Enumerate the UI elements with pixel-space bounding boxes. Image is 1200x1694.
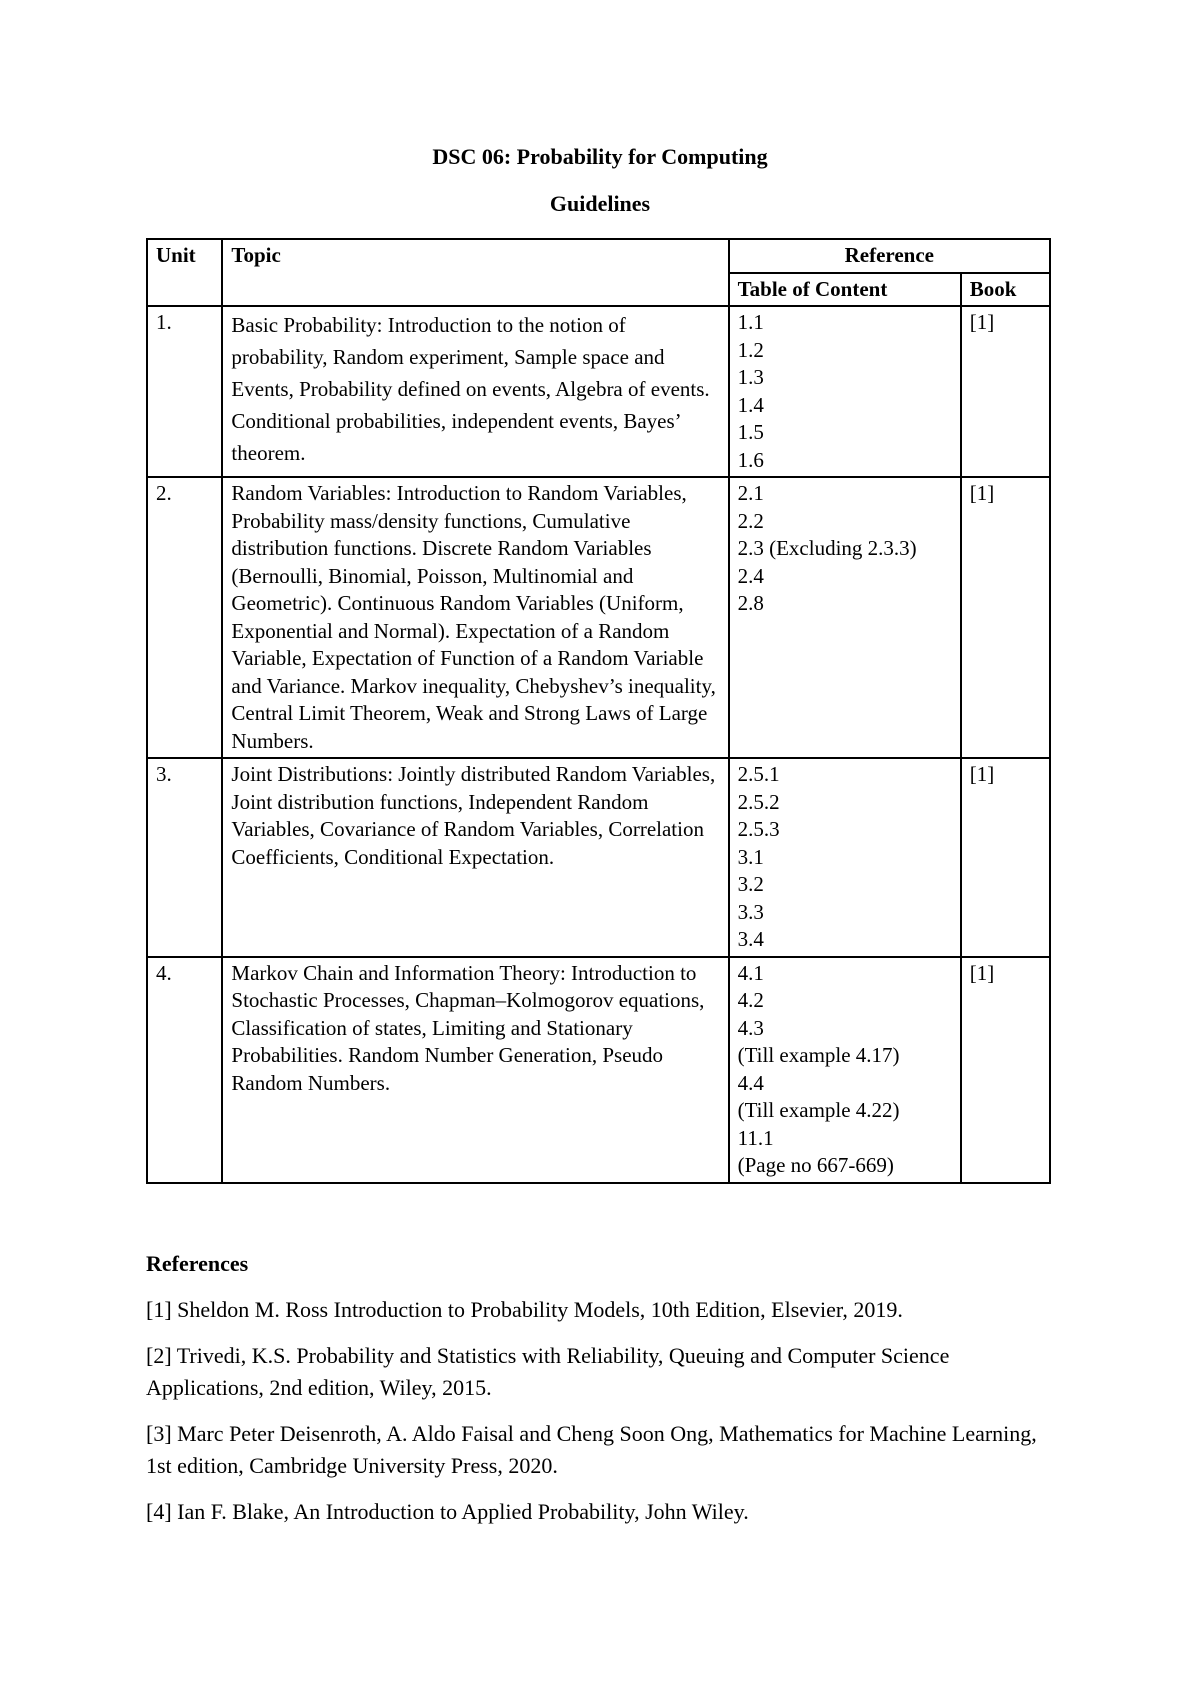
- toc-cell: [729, 306, 961, 477]
- toc-entry: 1.2: [737, 337, 764, 362]
- toc-entry: 3.3: [737, 899, 764, 924]
- reference-item: [4] Ian F. Blake, An Introduction to Applied Probability, John Wiley.: [146, 1499, 749, 1524]
- header-unit: Unit: [147, 239, 222, 306]
- toc-entry: 11.1: [737, 1125, 774, 1150]
- page-subtitle: Guidelines: [549, 191, 651, 216]
- toc-entry: 2.5.2: [737, 789, 780, 814]
- unit-cell: 3.: [147, 758, 222, 957]
- table-row: [147, 758, 1050, 957]
- toc-entry: (Till example 4.17): [737, 1043, 900, 1067]
- book-cell: [1]: [961, 477, 1050, 758]
- table-row: [147, 306, 1050, 477]
- toc-entry: 3.1: [737, 844, 764, 869]
- reference-item: [2] Trivedi, K.S. Probability and Statistics with Reliability, Queuing and Computer Science Applications, 2nd edition, Wiley, 2015.: [146, 1343, 950, 1400]
- book-cell: [1]: [961, 758, 1050, 957]
- toc-entry: 4.2: [737, 988, 764, 1012]
- toc-entry: 1.3: [737, 365, 764, 389]
- table-row: [147, 477, 1050, 758]
- toc-cell: [729, 758, 961, 957]
- topic-cell: Joint Distributions: Jointly distributed Random Variables, Joint distribution functions, Independent Random Variables, Covariance of Random Variables, Correlation Coefficients, Conditional Expectation.: [222, 758, 728, 957]
- header-topic: Topic: [222, 239, 728, 306]
- toc-entry: 2.8: [737, 591, 764, 615]
- toc-entry: 3.2: [737, 872, 764, 896]
- header-reference: Reference: [729, 239, 1050, 273]
- toc-entry: 2.1: [737, 481, 764, 505]
- book-cell: [1]: [961, 957, 1050, 1183]
- reference-item: [3] Marc Peter Deisenroth, A. Aldo Faisal and Cheng Soon Ong, Mathematics for Machine Learning, 1st edition, Cambridge University Press, 2020.: [146, 1421, 1037, 1478]
- topic-cell: Basic Probability: Introduction to the notion of probability, Random experiment, Sample space and Events, Probability defined on events, Algebra of events. Conditional probabilities, independent events, Bayes’ theorem.: [222, 306, 728, 477]
- toc-entry: 1.6: [737, 447, 764, 472]
- page-title: DSC 06: Probability for Computing: [432, 144, 768, 169]
- toc-entry: 2.5.3: [737, 817, 780, 841]
- topic-cell: Random Variables: Introduction to Random Variables, Probability mass/density functions, Cumulative distribution functions. Discrete Random Variables (Bernoulli, Binomial, Poisson, Multinomial and Geometric). Continuous Random Variables (Uniform, Exponential and Normal). Expectation of a Random Variable, Expectation of Function of a Random Variable and Variance. Markov inequality, Chebyshev’s inequality, Central Limit Theorem, Weak and Strong Laws of Large Numbers.: [222, 477, 728, 758]
- table-row: [147, 957, 1050, 1183]
- unit-cell: 2.: [147, 477, 222, 758]
- reference-item: [1] Sheldon M. Ross Introduction to Probability Models, 10th Edition, Elsevier, 2019.: [146, 1297, 903, 1322]
- toc-entry: 4.4: [737, 1070, 764, 1095]
- book-cell: [1]: [961, 306, 1050, 477]
- toc-entry: 1.5: [737, 420, 764, 444]
- toc-entry: 2.5.1: [737, 762, 780, 786]
- references-heading: References: [146, 1251, 249, 1276]
- toc-entry: 2.3 (Excluding 2.3.3): [737, 536, 917, 560]
- table-header-row: [147, 239, 1050, 273]
- topic-cell: Markov Chain and Information Theory: Introduction to Stochastic Processes, Chapman–Kolmogorov equations, Classification of states, Limiting and Stationary Probabilities. Random Number Generation, Pseudo Random Numbers.: [222, 957, 728, 1183]
- header-book: Book: [961, 273, 1050, 307]
- toc-entry: 1.4: [737, 392, 764, 417]
- toc-entry: 4.1: [737, 960, 764, 985]
- toc-entry: 4.3: [737, 1015, 764, 1040]
- toc-entry: 3.4: [737, 927, 764, 951]
- toc-cell: [729, 957, 961, 1183]
- toc-entry: 2.4: [737, 563, 764, 588]
- unit-cell: 4.: [147, 957, 222, 1183]
- header-table-of-content: Table of Content: [729, 273, 961, 307]
- toc-entry: (Page no 667-669): [737, 1153, 894, 1177]
- guidelines-table: [146, 238, 1051, 1184]
- toc-cell: [729, 477, 961, 758]
- toc-entry: 1.1: [737, 310, 764, 334]
- references-section: [146, 1248, 1046, 1542]
- unit-cell: 1.: [147, 306, 222, 477]
- toc-entry: 2.2: [737, 508, 764, 533]
- toc-entry: (Till example 4.22): [737, 1098, 900, 1122]
